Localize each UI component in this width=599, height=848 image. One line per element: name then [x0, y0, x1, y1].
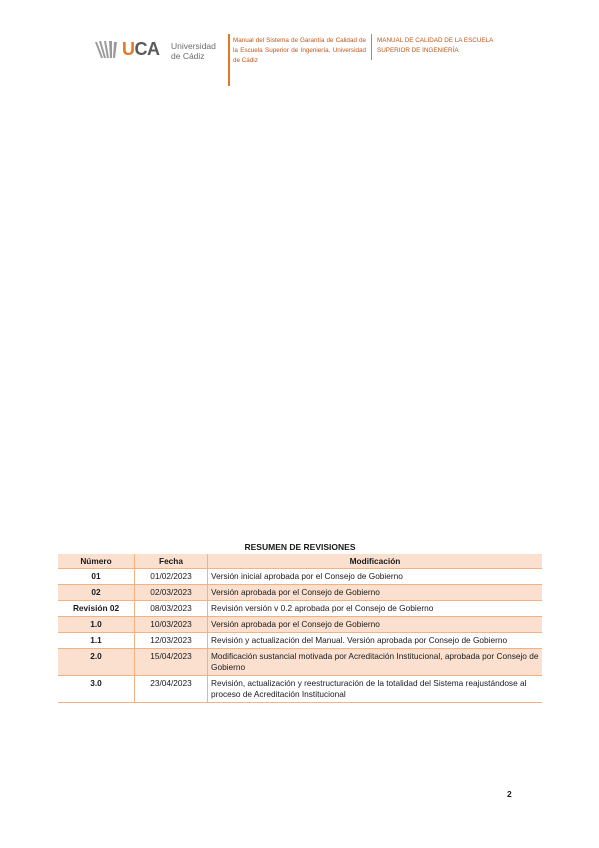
cell-modificacion: Versión inicial aprobada por el Consejo de Gobierno — [208, 569, 543, 585]
table-row — [58, 617, 542, 633]
table-header-row — [58, 554, 542, 569]
cell-fecha: 23/04/2023 — [135, 676, 208, 703]
cell-modificacion: Revisión versión v 0.2 aprobada por el Consejo de Gobierno — [208, 601, 543, 617]
cell-fecha: 08/03/2023 — [135, 601, 208, 617]
cell-modificacion — [208, 649, 543, 676]
page-number: 2 — [507, 789, 512, 799]
laurel-icon — [92, 38, 122, 62]
cell-line: Modificación sustancial motivada por Acreditación Institucional, aprobada por Consejo de — [211, 651, 539, 661]
table-row — [58, 569, 542, 585]
table-row — [58, 585, 542, 601]
cell-modificacion: Versión aprobada por el Consejo de Gobierno — [208, 617, 543, 633]
cell-line: Gobierno — [211, 662, 246, 672]
cell-numero: 1.0 — [58, 617, 135, 633]
table-row — [58, 633, 542, 649]
column-header-fecha: Fecha — [135, 554, 208, 569]
revisions-title: RESUMEN DE REVISIONES — [244, 542, 356, 552]
header-section-title: MANUAL DE CALIDAD DE LA ESCUELA SUPERIOR DE INGENIERÍA — [377, 37, 493, 54]
revisions-table — [58, 554, 542, 703]
cell-numero: 3.0 — [58, 676, 135, 703]
header-divider — [228, 34, 230, 86]
cell-fecha: 12/03/2023 — [135, 633, 208, 649]
university-name: Universidad de Cádiz — [171, 41, 216, 61]
cell-numero: 1.1 — [58, 633, 135, 649]
cell-modificacion — [208, 676, 543, 703]
cell-line: Revisión, actualización y reestructuración de la totalidad del Sistema reajustándose al — [211, 678, 527, 688]
header-divider-2 — [371, 34, 372, 60]
cell-modificacion: Versión aprobada por el Consejo de Gobierno — [208, 585, 543, 601]
cell-fecha: 02/03/2023 — [135, 585, 208, 601]
cell-fecha: 01/02/2023 — [135, 569, 208, 585]
cell-numero: 2.0 — [58, 649, 135, 676]
cell-modificacion: Revisión y actualización del Manual. Versión aprobada por Consejo de Gobierno — [208, 633, 543, 649]
cell-numero: 01 — [58, 569, 135, 585]
header-manual-title: Manual del Sistema de Garantía de Calidad de la Escuela Superior de Ingeniería. Universidad de Cádiz — [233, 37, 366, 64]
table-row — [58, 676, 542, 703]
uca-logo — [92, 38, 222, 66]
cell-line: proceso de Acreditación Institucional — [211, 689, 346, 699]
cell-numero: 02 — [58, 585, 135, 601]
table-row — [58, 649, 542, 676]
cell-fecha: 15/04/2023 — [135, 649, 208, 676]
column-header-modificacion: Modificación — [208, 554, 543, 569]
cell-numero: Revisión 02 — [58, 601, 135, 617]
uca-wordmark: UCA — [122, 39, 160, 59]
column-header-numero: Número — [58, 554, 135, 569]
cell-fecha: 10/03/2023 — [135, 617, 208, 633]
table-row — [58, 601, 542, 617]
